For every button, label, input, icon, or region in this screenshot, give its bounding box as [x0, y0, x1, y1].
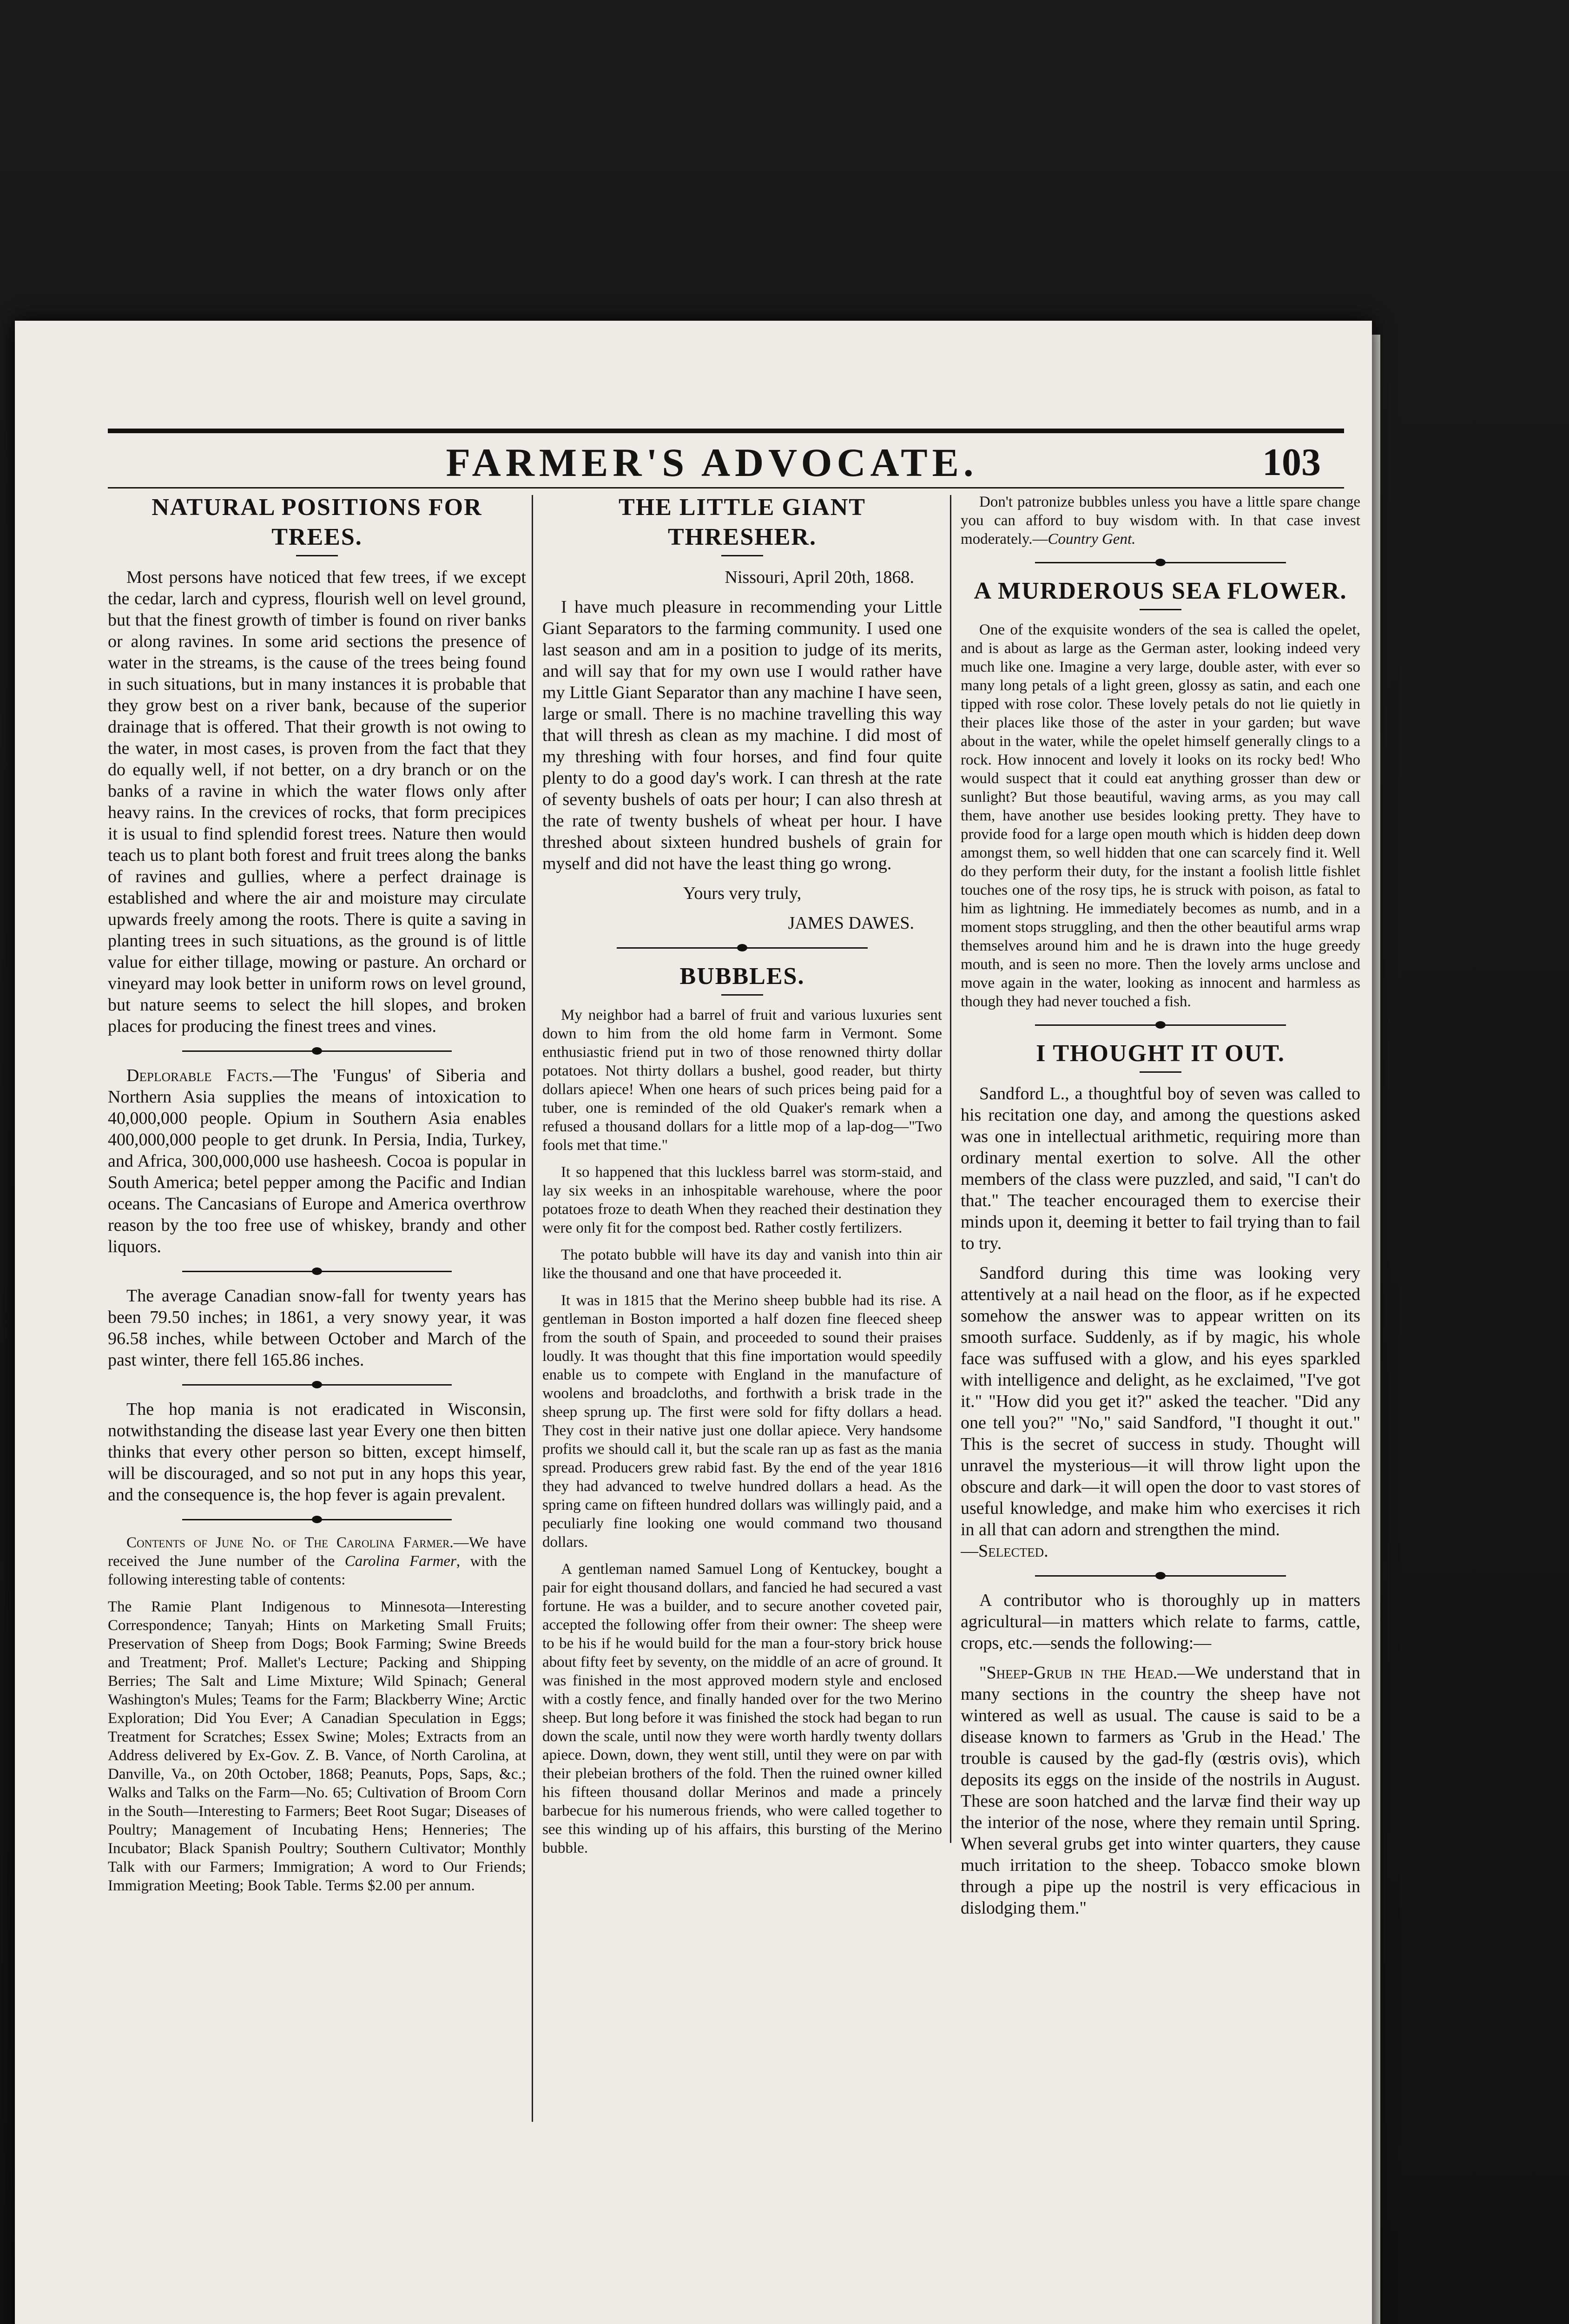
article-paragraph: [108, 1065, 526, 1257]
header-rule-top: [108, 429, 1344, 433]
article-paragraph: A gentleman named Samuel Long of Kentuckey, bought a pair for eight thousand dollars, and fancied he had secured a vast fortune. He was a builder, and to secure another coveted pair, accepted the following offer from their owner: The sheep were to be his if he would build for the man a four-story brick house about fifty feet by seventy, on the middle of an acre of ground. It was finished in the most approved modern style and enclosed with a costly fence, and finally handed over for the two Merino sheep. But long before it was finished the stock had began to run down the scale, until now they were worth hardly twenty dollars apiece. Down, down, they went still, until they were on par with their plebeian brothers of the fold. Then the ruined owner killed his fifteen thousand dollar Merinos and made a princely barbecue for his numerous friends, who were called together to see this winding up of his affairs, this bursting of the Merino bubble.: [542, 1561, 942, 1856]
article-title-thought-it-out: I THOUGHT IT OUT.: [1036, 1040, 1285, 1067]
separator: [108, 1266, 526, 1277]
paragraph-text: —The 'Fungus' of Siberia and Northern Asia supplies the means of intoxication to 40,000,000 people. Opium in Southern Asia enables 400,000,000 people to get drunk. In Persia, India, Turkey, and Africa, 300,000,000 use hasheesh. Cocoa is popular in South America; betel pepper among the Pacific and Indian oceans. The Cancasians of Europe and America overthrow reason by the too free use of whiskey, brandy and other liquors.: [108, 1066, 526, 1256]
article-paragraph: [961, 1262, 1360, 1562]
separator: [961, 557, 1360, 568]
title-rule: [1140, 1071, 1181, 1073]
column-divider-2: [950, 495, 951, 1843]
source-credit: —Selected.: [961, 1541, 1048, 1561]
paragraph-text: —We understand that in many sections in the country the sheep have not wintered as well as usual. The cause is said to be a disease known to farmers as 'Grub in the Head.' The trouble is caused by the gad-fly (œstris ovis), which deposits its eggs on the inside of the nostrils in August. These are soon hatched and the larvæ find their way up the interior of the nose, where they remain until Spring. When several grubs get into winter quarters, they cause much irritation to the sheep. Tobacco smoke blown through a pipe up the nostril is very efficacious in dislodging them.": [961, 1663, 1360, 1918]
article-title-little-giant: THE LITTLE GIANT THRESHER.: [619, 494, 866, 550]
source-credit: Country Gent.: [1048, 531, 1136, 548]
newspaper-page: [15, 321, 1372, 2324]
article-paragraph: My neighbor had a barrel of fruit and various luxuries sent down to him from the old home farm in Vermont. Some enthusiastic friend put in two of those renowned thirty dollar potatoes. Not thirty dollars a bushel, good reader, but thirty dollars apiece! When one hears of such prices being paid for a tuber, one is reminded of the old Quaker's remark when a refused a thousand dollars for a little mop of a lap-dog—"Two fools met that time.": [542, 1007, 942, 1154]
column-divider-1: [532, 495, 533, 2122]
contents-list: The Ramie Plant Indigenous to Minnesota—Interesting Correspondence; Tanyah; Hints on Marketing Small Fruits; Preservation of Sheep from Dogs; Book Farming; Swine Breeds and Treatment; Prof. Mallet's Lecture; Packing and Shipping Berries; The Salt and Lime Mixture; Wild Spinach; General Washington's Mules; Teams for the Farm; Blackberry Wine; Arctic Exploration; Did You Ever; A Canadian Speculation in Eggs; Treatment for Scratches; Essex Swine; Moles; Extracts from an Address delivered by Ex-Gov. Z. B. Vance, of North Carolina, at Danville, Va., on 20th October, 1868; Peanuts, Pops, Saps, &c.; Walks and Talks on the Farm—No. 65; Cultivation of Broom Corn in the South—Interesting to Farmers; Beet Root Sugar; Diseases of Poultry; Management of Incubating Hens; Henneries; The Incubator; Black Spanish Poultry; Southern Cultivator; Monthly Talk with our Farmers; Immigration; A word to Our Friends; Immigration Meeting; Book Table. Terms $2.00 per annum.: [108, 1598, 526, 1894]
signature: JAMES DAWES.: [788, 913, 914, 933]
separator: [108, 1514, 526, 1525]
article-paragraph: Sandford L., a thoughtful boy of seven was called to his recitation one day, and among the questions asked was one in intellectual arithmetic, requiring more than ordinary mental exertion to solve. All the other members of the class were puzzled, and said, "I can't do that." The teacher encouraged them to exercise their minds upon it, deeming it better to fail trying than to fail to try.: [961, 1084, 1360, 1253]
article-paragraph: The potato bubble will have its day and vanish into thin air like the thousand and one that have proceeded it.: [542, 1247, 942, 1282]
article-title-natural-positions: NATURAL POSITIONS FOR TREES.: [152, 494, 482, 550]
closing: Yours very truly,: [683, 884, 802, 903]
separator: [108, 1379, 526, 1390]
separator: [108, 1045, 526, 1056]
title-rule: [1140, 609, 1181, 610]
paragraph-text: , with the following interesting table of contents:: [108, 1553, 526, 1588]
header-rule-bottom: [108, 487, 1344, 489]
article-paragraph: It was in 1815 that the Merino sheep bubble had its rise. A gentleman in Boston imported a half dozen fine fleeced sheep from the south of Spain, and proceeded to sound their praises loudly. It was thought that this fine importation would speedily enable us to compete with England in the manufacture of woolens and broadcloths, and forthwith a brisk trade in the sheep sprung up. The first were sold for fifty dollars a head. They cost in their native just one dollar apiece. Very handsome profits we should call it, but the scale ran up as fast as the mania spread. Producers grew rabid fast. By the end of the year 1816 they had advanced to twelve hundred dollars a head. As the spring came on fifteen hundred dollars was willingly paid, and a peculiarly fine looking one would command two thousand dollars.: [542, 1292, 942, 1551]
column-3: [961, 493, 1360, 2129]
page-header: [108, 439, 1335, 486]
separator: [542, 942, 942, 953]
title-rule: [296, 555, 338, 556]
separator: [961, 1019, 1360, 1030]
title-rule: [721, 555, 763, 556]
italic-title: Carolina Farmer: [344, 1553, 456, 1570]
article-title-bubbles: BUBBLES.: [679, 963, 805, 990]
article-paragraph: The hop mania is not eradicated in Wisconsin, notwithstanding the disease last year Every one then bitten thinks that every other person so bitten, except himself, will be discouraged, and so not put in any hops this year, and the consequence is, the hop fever is again prevalent.: [108, 1400, 526, 1505]
article-paragraph: [961, 493, 1360, 548]
page-edge: [1372, 335, 1380, 2324]
article-paragraph: [961, 1662, 1360, 1919]
article-title-sea-flower: A MURDEROUS SEA FLOWER.: [974, 578, 1347, 604]
paragraph-text: Sandford during this time was looking very attentively at a nail head on the floor, as if he expected somehow the answer was to appear written on its smooth surface. Suddenly, as if by magic, his whole face was suffused with a glow, and his eyes sparkled with intelligence and delight, as he exclaimed, "I've got it." "How did you get it?" asked the teacher. "Did any one tell you?" "No," said Sandford, "I thought it out." This is the secret of success in study. Thought will unravel the mysterious—it will throw light upon the obscure and dark—it will open the door to vast stores of useful knowledge, and make him who exercises it rich in all that can adorn and strengthen the mind.: [961, 1263, 1360, 1539]
article-paragraph: A contributor who is thoroughly up in matters agricultural—in matters which relate to farms, cattle, crops, etc.—sends the following:—: [961, 1591, 1360, 1653]
column-1: [108, 493, 526, 2129]
run-in-head: "Sheep-Grub in the Head.: [979, 1663, 1178, 1683]
paragraph-text: Don't patronize bubbles unless you have a little spare change you can afford to buy wisdom with. In that case invest moderately.—: [961, 494, 1360, 548]
masthead: FARMER'S ADVOCATE.: [446, 440, 978, 485]
separator: [961, 1570, 1360, 1581]
article-paragraph: [108, 1533, 526, 1589]
article-paragraph: The average Canadian snow-fall for twenty years has been 79.50 inches; in 1861, a very snowy year, it was 96.58 inches, while between October and March of the past winter, there fell 165.86 inches.: [108, 1286, 526, 1370]
run-in-head: Deplorable Facts.: [126, 1066, 273, 1085]
column-2: [542, 493, 942, 2129]
article-paragraph: One of the exquisite wonders of the sea is called the opelet, and is about as large as the German aster, looking indeed very much like one. Imagine a very large, double aster, with ever so many long petals of a light green, glossy as satin, and each one tipped with rose color. These lovely petals do not lie quietly in their places like those of the aster in your garden; but wave about in the water, while the opelet himself generally clings to a rock. How innocent and lovely it looks on its rocky bed! Who would suspect that it could eat anything grosser than dew or sunlight? But those beautiful, waving arms, as you may call them, have another use besides looking pretty. They have to provide food for a large open mouth which is hidden deep down amongst them, so well hidden that one can scarcely find it. Well do they perform their duty, for the instant a foolish little fishlet touches one of the rosy tips, he is struck with poison, as fatal to him as lightning. He immediately becomes as numb, and in a moment stops struggling, and then the other beautiful arms wrap themselves around him and he is drawn into the huge greedy mouth, and is seen no more. Then the lovely arms unclose and move again in the water, looking as innocent and harmless as though they had never touched a fish.: [961, 621, 1360, 1010]
page-number: 103: [1262, 441, 1321, 484]
article-paragraph: It so happened that this luckless barrel was storm-staid, and lay six weeks in an inhospitable warehouse, where the poor potatoes froze to death When they reached their destination they were only fit for the compost bed. Rather costly fertilizers.: [542, 1164, 942, 1236]
article-paragraph: Most persons have noticed that few trees, if we except the cedar, larch and cypress, flourish well on level ground, but that the finest growth of timber is found on river banks or along ravines. In some arid sections the presence of water in the streams, is the cause of the trees being found in such situations, but in many instances it is probable that they grow best on a river bank, because of the superior drainage that is offered. That their growth is not owing to the water, in most cases, is proven from the fact that they do equally well, if not better, on a dry branch or on the banks of a ravine in which the water flows only after heavy rains. In the crevices of rocks, that form precipices it is usual to find splendid forest trees. Nature then would teach us to plant both forest and fruit trees along the banks of ravines and gullies, where a perfect drainage is established and where the air and moisture may circulate upwards freely among the roots. There is quite a saving in planting trees in such situations, as the ground is of little value for either tillage, mowing or pasture. An orchard or vineyard may look better in uniform rows on level ground, but nature seems to select the hill slopes, and broken places for producing the finest trees and vines.: [108, 568, 526, 1036]
dateline: Nissouri, April 20th, 1868.: [725, 568, 914, 587]
article-paragraph: I have much pleasure in recommending your Little Giant Separators to the farming community. I used one last season and am in a position to judge of its merits, and will say that for my own use I would rather have my Little Giant Separator than any machine I have seen, large or small. There is no machine travelling this way that will thresh as clean as my machine. I did most of my threshing with four horses, and find four quite plenty to do a good day's work. I can thresh at the rate of seventy bushels of oats per hour; I can also thresh at the rate of twenty bushels of wheat per hour. I have threshed about sixteen hundred bushels of grain for myself and did not have the least thing go wrong.: [542, 597, 942, 873]
paragraph-text: —We have received the June number of the: [108, 1534, 526, 1570]
run-in-head: Contents of June No. of The Carolina Farmer.: [126, 1534, 454, 1551]
title-rule: [721, 994, 763, 996]
